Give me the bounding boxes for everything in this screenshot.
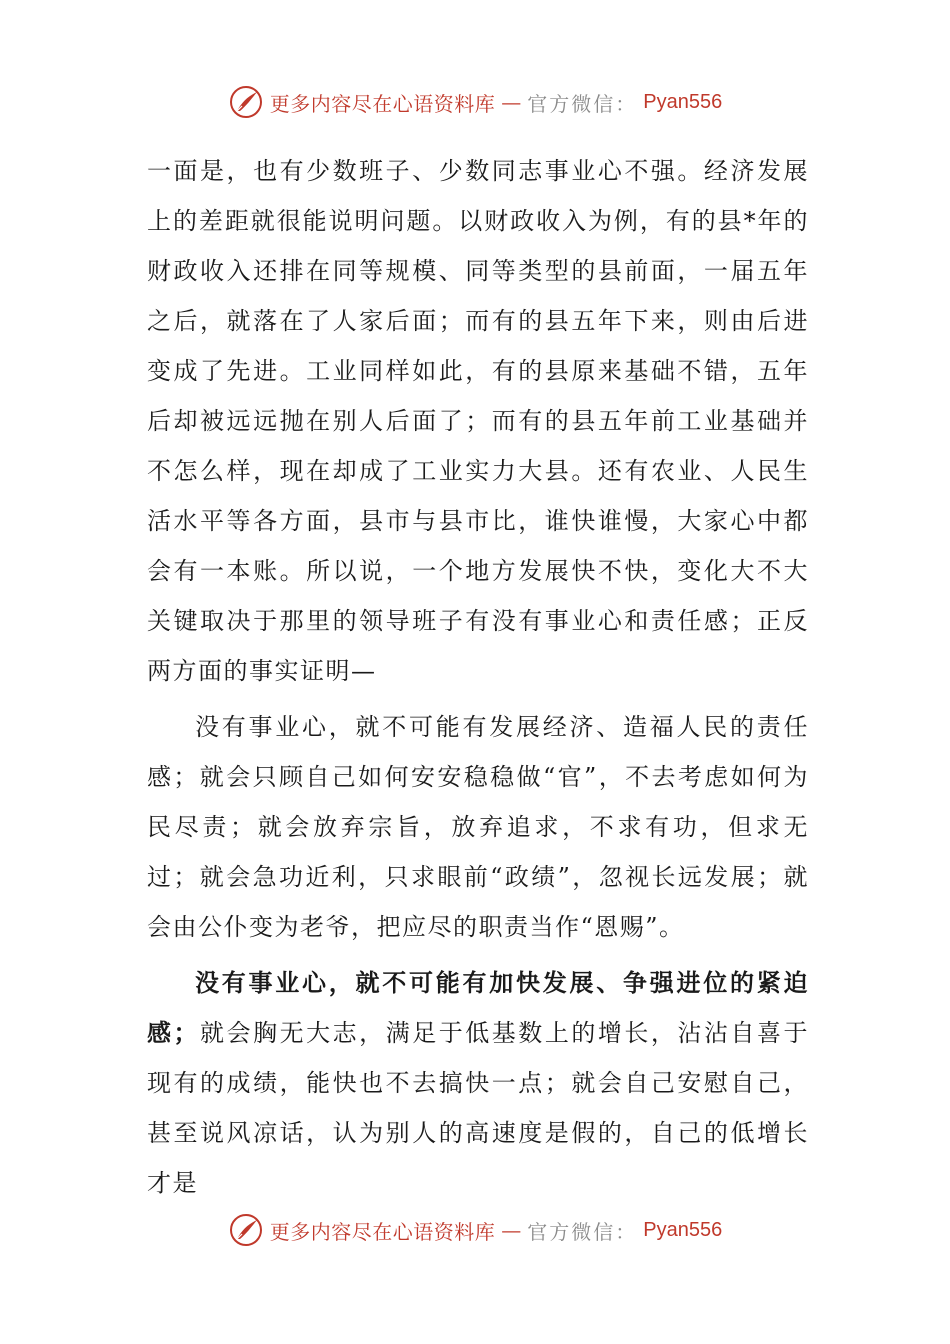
- paragraph-3: [147, 958, 809, 1208]
- wechat-id: Pyan556: [643, 1218, 723, 1241]
- quill-logo-icon: [228, 1212, 264, 1248]
- promo-text: 更多内容尽在心语资料库: [269, 91, 496, 116]
- banner-separator: —: [501, 90, 522, 114]
- paragraph-1: [147, 146, 809, 696]
- wechat-id: Pyan556: [643, 90, 723, 113]
- footer-banner: [0, 1210, 950, 1250]
- paragraph-1-text: 一面是，也有少数班子、少数同志事业心不强。经济发展上的差距就很能说明问题。以财政收入为例，有的县*年的财政收入还排在同等规模、同等类型的县前面，一届五年之后，就落在了人家后面；而有的县五年下来，则由后进变成了先进。工业同样如此，有的县原来基础不错，五年后却被远远抛在别人后面了；而有的县五年前工业基础并不怎么样，现在却成了工业实力大县。还有农业、人民生活水平等各方面，县市与县市比，谁快谁慢，大家心中都会有一本账。所以说，一个地方发展快不快，变化大不大关键取决于那里的领导班子有没有事业心和责任感；正反两方面的事实证明—: [147, 157, 809, 685]
- paragraph-3-text: 就会胸无大志，满足于低基数上的增长，沾沾自喜于现有的成绩，能快也不去搞快一点；就会自己安慰自己，甚至说风凉话，认为别人的高速度是假的，自己的低增长才是: [147, 1019, 810, 1197]
- paragraph-2-text: 没有事业心，就不可能有发展经济、造福人民的责任感；就会只顾自己如何安安稳稳做“官”，不去考虑如何为民尽责；就会放弃宗旨，放弃追求，不求有功，但求无过；就会急功近利，只求眼前“政绩”，忽视长远发展；就会由公仆变为老爷，把应尽的职责当作“恩赐”。: [147, 713, 809, 941]
- official-label: 官方微信：: [527, 1219, 638, 1244]
- document-body: [147, 146, 809, 1208]
- official-label: 官方微信：: [527, 91, 638, 116]
- header-banner: [0, 82, 950, 122]
- banner-separator: —: [501, 1218, 522, 1242]
- paragraph-3-lead: 没有事业心，就不可能有加快发展、争强进位的紧迫感；: [147, 968, 809, 1047]
- promo-text: 更多内容尽在心语资料库: [269, 1219, 496, 1244]
- quill-logo-icon: [228, 84, 264, 120]
- paragraph-2: [147, 702, 809, 952]
